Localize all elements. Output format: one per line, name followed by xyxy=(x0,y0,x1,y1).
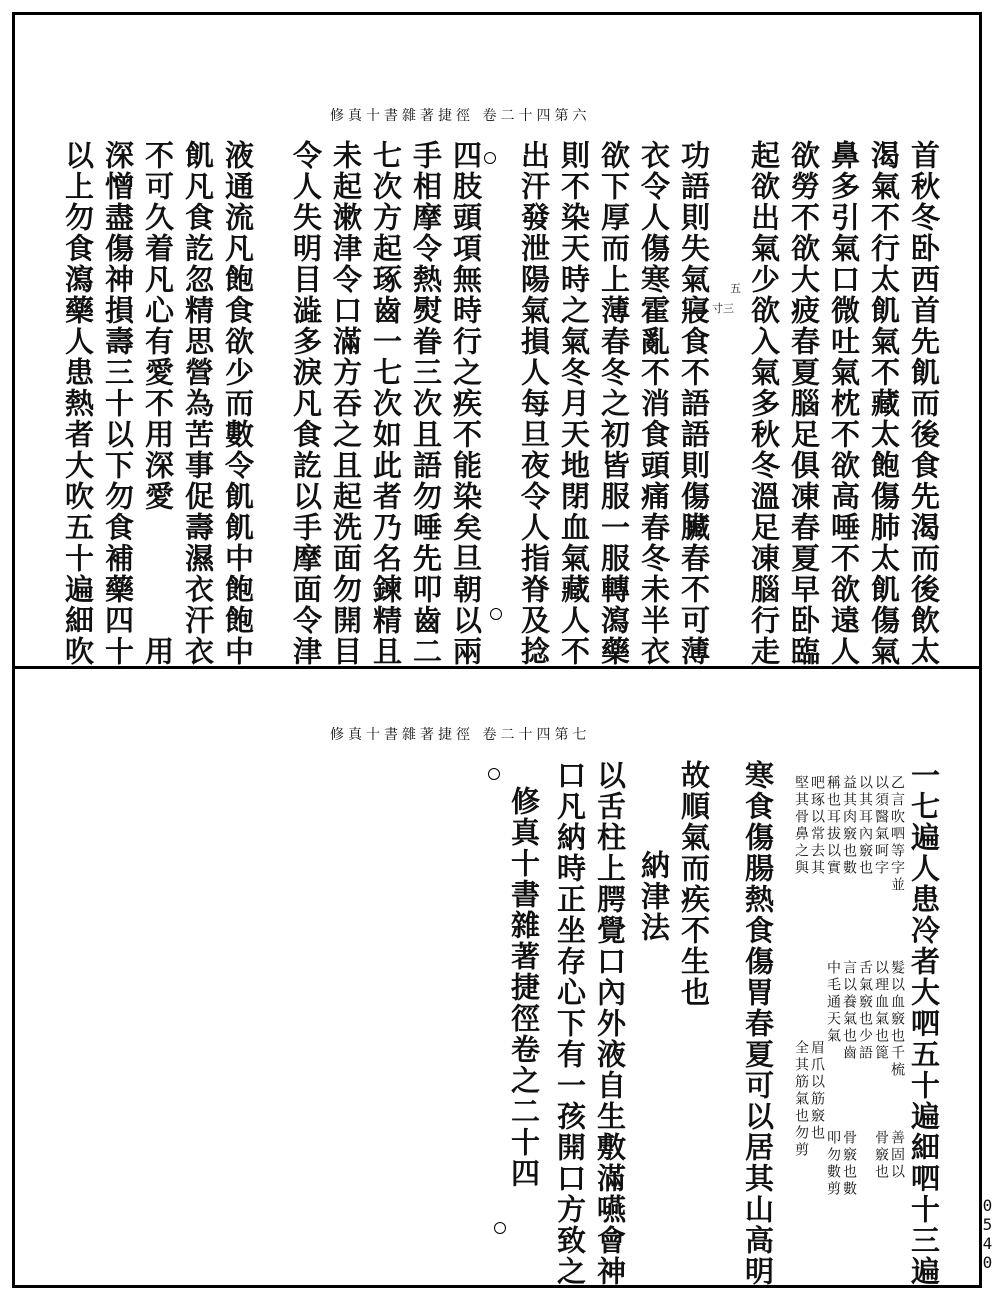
page-header-bottom: 修真十書雜著捷徑 卷二十四第七 xyxy=(330,727,591,743)
commentary-note: 稱也耳拔以實 xyxy=(825,775,841,877)
commentary-note: 眉爪以筋竅也 xyxy=(809,1040,825,1142)
text-column: 深憎盡傷神損壽三十以下勿食補藥四十 xyxy=(101,140,135,667)
text-column: 七次方起琢齒一七次如此者乃名鍊精且 xyxy=(369,140,403,667)
text-column: 則不染天時之氣冬月天地閉血氣藏人不 xyxy=(557,140,591,667)
circle-mark-icon xyxy=(494,1222,506,1234)
text-column: 首秋冬卧西首先飢而後食先渴而後飲太 xyxy=(907,140,941,667)
text-column: 手相摩令熱熨眷三次且語勿唾先叩齒二 xyxy=(409,140,443,667)
text-column: 出汗發泄陽氣損人每旦夜令人指脊及捻 xyxy=(517,140,551,667)
commentary-note: 乙言吹呬等字並 xyxy=(889,775,905,894)
closing-title: 修真十書雜著捷徑卷之二十四 xyxy=(507,786,541,1189)
commentary-note: 髮以血竅也千梳 xyxy=(889,960,905,1079)
text-column: 液通流凡飽食欲少而數令飢飢中飽飽中 xyxy=(221,140,255,667)
text-column: 以舌柱上腭覺口內外液自生敷滿嚥會神 xyxy=(593,760,627,1287)
commentary-note: 益其肉竅也數 xyxy=(841,775,857,877)
text-column: 以上勿食瀉藥人患熱者大吹五十遍細吹 xyxy=(61,140,95,667)
text-column: 故順氣而疾不生也 xyxy=(677,760,711,1008)
text-column: 寒食傷腸熱食傷胃春夏可以居其山高明 xyxy=(741,760,775,1287)
text-column: 欲勞不欲大疲春夏腦足俱凍春夏早卧臨 xyxy=(787,140,821,667)
commentary-note: 言以養氣也齒 xyxy=(841,960,857,1062)
commentary-note: 叩勿數剪 xyxy=(825,1130,841,1198)
circle-mark-icon xyxy=(484,152,496,164)
text-column: 欲下厚而上薄春冬之初皆服一服轉瀉藥 xyxy=(597,140,631,667)
commentary-note: 吧琢以常去其 xyxy=(809,775,825,877)
text-column: 未起漱津令口滿方吞之且起洗面勿開目 xyxy=(329,140,363,667)
text-column: 起欲出氣少欲入氣多秋冬溫足凍腦行走 xyxy=(747,140,781,667)
commentary-note: 全其筋氣也勿剪 xyxy=(793,1040,809,1159)
commentary-note: 中毛通天氣 xyxy=(825,960,841,1045)
commentary-note: 骨竅也數 xyxy=(841,1130,857,1198)
commentary-note: 以其耳內竅也 xyxy=(857,775,873,877)
text-column: 不可久着凡心有愛不用深愛 用 xyxy=(141,140,175,667)
text-column: 衣令人傷寒霍亂不消食頭痛春冬未半衣 xyxy=(637,140,671,667)
text-column: 一七遍人患冷者大呬五十遍細呬十三遍 xyxy=(907,760,941,1287)
commentary-note: 堅其骨鼻之與 xyxy=(793,775,809,877)
text-column: 口凡納時正坐存心下有一孩開口方致之 xyxy=(553,760,587,1287)
commentary-note: 以須醫氣呵字 xyxy=(873,775,889,877)
page-number: 0540 xyxy=(978,1196,997,1272)
text-column: 鼻多引氣口微吐氣枕不欲高唾不欲遠人 xyxy=(827,140,861,667)
margin-note: 寸三 xyxy=(712,302,734,315)
page-header-top: 修真十書雜著捷徑 卷二十四第六 xyxy=(330,108,591,124)
text-column: 渴氣不行太飢氣不藏太飽傷肺太飢傷氣 xyxy=(867,140,901,667)
margin-note: 五 xyxy=(730,282,741,295)
text-column: 令人失明目澁多淚凡食訖以手摩面令津 xyxy=(289,140,323,667)
commentary-note: 舌氣竅也少語 xyxy=(857,960,873,1062)
commentary-note: 善固以 xyxy=(889,1130,905,1181)
commentary-note: 以理血氣也篦 xyxy=(873,960,889,1062)
circle-mark-icon xyxy=(490,608,502,620)
text-column: 功語則失氣寢食不語語則傷臟春不可薄 xyxy=(677,140,711,667)
commentary-note: 骨竅也 xyxy=(873,1130,889,1181)
circle-mark-icon xyxy=(488,768,500,780)
text-column: 四肢頭項無時行之疾不能染矣旦朝以兩 xyxy=(449,140,483,667)
section-title: 納津法 xyxy=(637,850,671,943)
text-column: 飢凡食訖忽精思營為苦事促壽濕衣汗衣 xyxy=(181,140,215,667)
